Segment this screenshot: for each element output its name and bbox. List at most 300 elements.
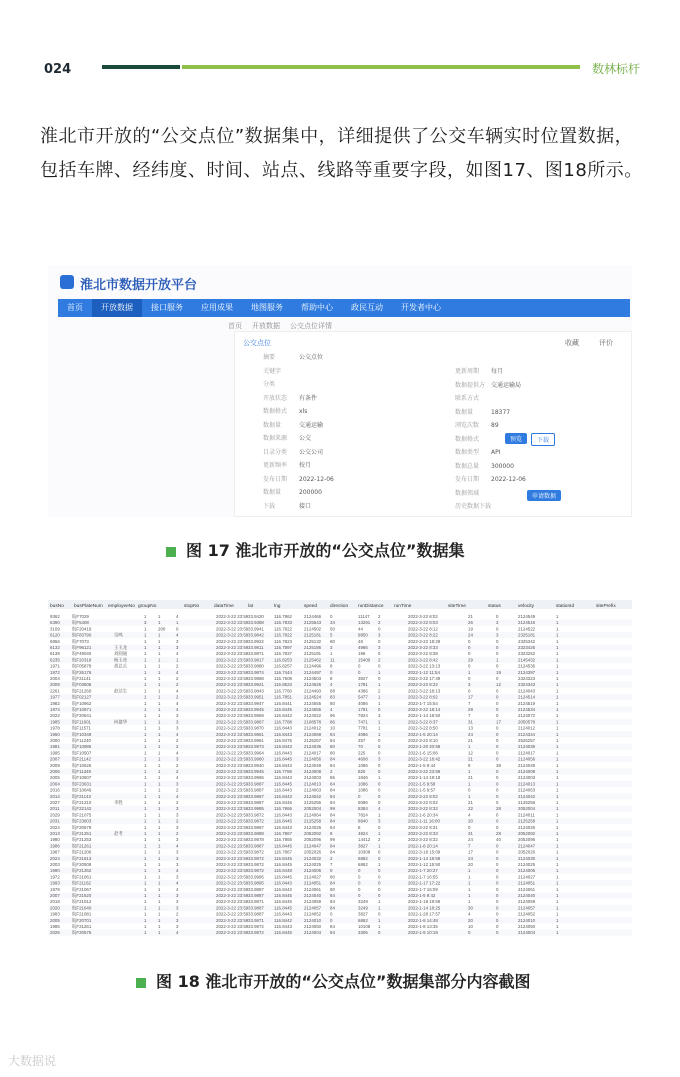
table-cell: 2125257 [304,738,322,743]
table-cell: 1 [144,800,147,805]
table-cell: 116.8445 [274,818,292,824]
page-number: 024 [44,62,72,77]
table-cell: 0 [468,651,471,657]
table-cell: 1 [144,663,147,669]
table-header-cell: status [488,604,501,609]
table-cell: 1 [144,812,147,818]
table-cell: 4086 [358,700,368,706]
favorite-button[interactable]: 收藏 [565,339,579,347]
table-cell: 1 [378,862,381,867]
nav-item[interactable]: 开发者中心 [401,303,441,312]
table-cell: 2124064 [304,812,322,818]
table-cell: 116.8443 [274,750,292,756]
table-cell: 12 [468,750,473,756]
table-cell: 2003 [50,862,60,867]
table-cell: 257 [358,738,366,743]
right-field [455,501,491,510]
table-cell: 2022-1-12 11:54 [408,669,440,675]
table-cell: 2325181 [518,632,536,638]
table-cell: 2022-3-22 13:13 [408,663,441,669]
table-cell: 皖F21142 [72,756,91,762]
tab-dataset[interactable]: 公交点位 [243,339,271,347]
table-cell: 皖F10626 [72,762,92,768]
table-cell: 3 [176,781,179,787]
table-cell: 33.9870 [248,725,264,731]
table-cell: 33.9880 [248,663,264,669]
breadcrumb-item[interactable]: 开放数据 [252,322,280,330]
table-cell: 10308 [358,849,371,855]
table-cell: 2022-3-22 23:59 [216,818,249,824]
nav-item[interactable]: 地图服务 [251,303,283,312]
table-cell: 2323252 [518,651,536,657]
table-cell: 84 [330,731,335,737]
table-cell: 2124008 [304,769,322,774]
table-cell-name: 杨玉亮 [114,657,128,663]
table-cell: 116.8443 [274,880,292,886]
table-cell: 1 [556,744,559,750]
table-cell: 3 [176,756,179,762]
table-cell: 33.9871 [248,899,264,905]
table-cell: 1 [556,924,559,929]
table-cell: 1 [158,731,161,737]
table-cell: 3827 [358,676,368,681]
right-field [455,447,501,456]
table-cell: 皖F21206 [72,849,92,855]
table-cell: 7824 [358,713,368,719]
table-cell: 24 [468,632,473,638]
table-cell: 0 [378,911,381,917]
nav-item[interactable]: 政民互动 [351,303,383,312]
table-cell: 2124502 [304,626,322,632]
table-cell: 1 [556,868,559,874]
table-cell: 1 [556,831,559,836]
table-cell: 2124052 [304,911,322,917]
table-cell: 116.8443 [274,924,292,929]
table-cell: 皖F21262 [72,868,92,874]
table-cell: 皖F21012 [72,899,92,905]
platform-title: 淮北市数据开放平台 [80,278,198,293]
table-cell: 1 [556,905,559,911]
table-cell: 2124050 [304,924,322,929]
table-header-cell: stationId [556,604,575,609]
table-row-bg [48,620,632,626]
apply-data-button[interactable]: 申请数据 [527,490,561,501]
table-cell: 0 [496,750,499,756]
table-cell: 2124030 [518,855,536,861]
table-cell-name: 李胜 [114,800,123,805]
field-value: 公交公司 [299,448,324,456]
table-cell: 皖F21640 [72,905,92,911]
table-cell: 1974 [50,707,60,712]
table-cell: 2022-1-14 19:18 [408,775,441,781]
table-cell: 1 [144,657,147,663]
table-cell: 2 [176,787,179,793]
table-cell: 33.9872 [248,868,264,874]
table-cell: 2027 [50,800,60,805]
left-field [263,393,317,402]
table-cell: 0 [468,930,471,936]
table-cell: 84 [330,843,335,849]
table-cell: 2020 [50,905,60,911]
table-cell: 1 [556,911,559,917]
table-cell: 3306 [358,930,368,936]
table-cell: 1 [378,831,381,836]
table-cell: 2022-1-7 16:55 [408,874,438,880]
table-cell: 2022-3-22 23:59 [216,614,249,619]
table-cell: 2022-3-22 18:42 [408,756,441,762]
table-cell: 20 [468,818,473,824]
table-cell: 2022-1-28 17:57 [408,911,441,917]
table-cell: 0 [496,893,499,898]
table-cell: 1 [158,905,161,911]
table-cell: 1 [144,632,147,638]
table-cell: 2022-3-22 8:02 [408,694,438,700]
table-cell: 2022-3-22 23:59 [216,762,249,768]
table-cell: 33.9861 [248,731,264,737]
table-cell: 48 [358,638,363,644]
table-cell: 0 [378,750,381,756]
table-cell: 1 [158,694,161,700]
table-cell: 2124003 [304,775,322,781]
table-cell: 30 [468,905,473,911]
table-cell: 1 [378,775,381,781]
field-key: 数据量 [263,421,282,429]
table-cell: 1 [144,645,147,650]
table-cell: 4 [176,632,179,638]
table-cell: 22 [468,806,473,812]
table-cell: 皖F10507 [72,775,92,781]
table-cell: 86 [330,775,335,781]
table-cell: 116.8445 [274,862,292,867]
table-cell: 7471 [358,719,368,725]
table-cell: 0 [176,626,179,632]
watermark: 大数据说 [8,1054,57,1068]
table-cell: 2124555 [304,707,322,712]
table-cell: 1 [556,855,559,861]
table-cell: 2124068 [304,731,322,737]
table-cell: 2124051 [304,880,322,886]
table-cell: 2022-3-22 23:59 [216,769,249,774]
table-cell: 2004 [50,781,60,787]
table-cell-name: 胡总兵 [114,663,128,669]
table-cell: 2125462 [304,657,322,663]
table-cell: 1 [556,880,559,886]
table-cell: 84 [330,849,335,855]
table-cell: 皖F21260 [72,688,92,694]
field-value: 接口 [299,502,312,510]
table-cell: 0 [496,930,499,936]
body-paragraph: 淮北市开放的“公交点位”数据集中，详细提供了公交车辆实时位置数据，包括车牌、经纬度、时间、站点、线路等重要字段，如图17、图18所示。 [40,126,643,181]
table-cell: 2009 [50,682,60,688]
table-cell: 皖F22142 [72,806,92,812]
table-cell: 皖F21253 [72,837,92,843]
table-cell: 2 [330,769,333,774]
table-cell: 2024 [50,824,60,830]
table-cell: 3 [378,818,381,824]
table-cell: 33.9985 [248,806,264,812]
table-cell: 1 [556,886,559,892]
table-cell: 2022-3-22 23:59 [216,663,249,669]
table-cell: 17 [468,694,473,700]
table-cell: 4824 [358,831,368,836]
table-cell: 2022-3-22 18:29 [408,638,441,644]
table-cell: 1 [158,676,161,681]
table-cell: 3 [378,756,381,762]
table-cell: 5 [330,632,333,638]
table-cell: 皖F05878 [72,663,92,669]
table-cell: 2 [176,831,179,836]
table-cell: 2124052 [518,911,536,917]
table-cell: 1 [556,676,559,681]
table-cell: 2022-1-20 20:58 [408,744,441,750]
table-cell: 96 [330,713,335,719]
table-cell: 1 [144,694,147,700]
table-cell: 2022-3-22 23:59 [216,638,249,644]
table-cell: 2052096 [518,837,536,843]
table-cell: 1086 [358,787,368,793]
breadcrumb-item[interactable]: 公交点位详情 [290,322,332,330]
table-cell: 33.9941 [248,626,264,632]
right-field [455,380,521,389]
table-cell: 4 [330,682,333,688]
nav-item[interactable]: 接口服务 [151,303,183,312]
table-cell: 2022-3-22 23:59 [216,657,249,663]
table-cell: 0 [378,886,381,892]
table-cell: 1 [158,713,161,719]
table-cell: 8 [358,824,361,830]
nav-item[interactable]: 帮助中心 [301,303,333,312]
table-cell: 116.8443 [274,824,292,830]
table-cell: 84 [330,905,335,911]
download-button[interactable]: 下载 [531,433,555,446]
table-cell: 2124047 [518,843,536,849]
table-cell-name: 刘圆通 [114,651,128,657]
table-cell: 1 [158,651,161,657]
table-cell: 2125191 [304,651,322,657]
table-cell: 2124056 [304,756,322,762]
table-cell: 2124013 [304,781,322,787]
table-cell: 1 [468,769,471,774]
table-cell-name: 何建华 [114,719,128,725]
table-cell: 1 [556,762,559,768]
table-cell: 2022-3-22 23:59 [216,700,249,706]
table-cell: 4 [176,930,179,936]
table-cell: 2011 [50,806,60,812]
table-cell: 2022-3-22 23:59 [216,843,249,849]
left-field [263,366,299,375]
table-cell: 33.9872 [248,849,264,855]
table-cell: 2009 [50,762,60,768]
table-cell: 1 [144,744,147,750]
table-cell: 84 [330,738,335,743]
table-cell: 4 [378,806,381,812]
table-cell: 0 [378,744,381,750]
table-cell: 2022-1-14 18:50 [408,713,441,719]
table-cell: 21 [468,756,473,762]
left-field [263,460,311,469]
table-cell: 200 [158,626,166,632]
table-cell: 3 [176,862,179,867]
table-cell: 皖F21143 [72,793,91,799]
platform-nav [58,299,630,317]
table-cell: 33.9887 [248,800,264,805]
table-cell: 0 [496,688,499,694]
table-cell: 1 [158,638,161,644]
table-cell: 2022-3-22 23:59 [216,812,249,818]
table-cell: 3109 [50,626,60,632]
table-cell: 1 [176,620,179,626]
table-cell: 2022-3-22 23:59 [216,824,249,830]
table-cell: 0 [378,930,381,936]
table-cell: 84 [330,800,335,805]
table-cell: 33.9964 [248,750,264,756]
table-cell: 80 [330,750,335,756]
table-cell: 2024 [50,855,60,861]
table-cell: 2022-3-22 23:59 [408,769,441,774]
table-cell: 11 [330,657,335,663]
table-cell: 1 [144,886,147,892]
table-cell: 0 [468,663,471,669]
table-cell: 2022-3-22 23:59 [216,688,249,694]
table-cell: 33.9811 [248,645,264,650]
left-field [263,379,299,388]
table-cell: 21 [468,738,473,743]
table-cell: 116.8446 [274,800,292,805]
table-cell: 116.8445 [274,905,292,911]
table-cell: 2022-3-22 23:59 [216,719,249,725]
table-cell: 116.8475 [274,738,292,743]
table-cell: 0 [378,855,381,861]
table-cell: 2124048 [304,762,322,768]
table-cell: 4 [176,700,179,706]
table-cell: 皖F02127 [72,694,92,700]
table-cell: 2022-1-14 18:25 [408,905,441,911]
table-cell: 2022-1-8 20:14 [408,843,438,849]
table-cell: 80 [330,638,335,644]
table-cell: 84 [330,787,335,793]
table-cell: 1 [556,843,559,849]
table-cell: 70 [358,744,363,750]
table-cell: 2022-1-12 15:50 [408,862,441,867]
table-cell: 1972 [50,669,60,675]
table-cell: 2124047 [304,843,322,849]
table-cell: 1 [158,725,161,731]
table-cell: 3 [176,917,179,923]
field-key: 数据量 [455,408,474,416]
table-cell: 1 [556,731,559,737]
table-cell: 1 [158,645,161,650]
table-cell: 2006 [50,769,60,774]
table-cell: 皖F21075 [72,812,92,818]
field-key: 摘要 [263,354,276,361]
table-cell: 3 [330,645,333,650]
table-cell: 116.7786 [274,769,292,774]
table-cell: 1 [144,793,147,799]
table-cell: 1 [158,831,161,836]
table-cell: 2031 [50,818,60,824]
table-cell: 1 [158,781,161,787]
table-cell: 皖F21081 [72,911,92,917]
figure-18-caption [136,969,530,992]
field-key: 数据量 [263,489,282,496]
table-cell: 2124003 [518,775,536,781]
table-cell: 4 [330,707,333,712]
table-cell: 皖F21067 [72,886,92,892]
table-cell: 1 [158,824,161,830]
table-cell: 19 [496,669,501,675]
table-row-bg [48,706,632,712]
table-cell: 0 [496,924,499,929]
preview-button[interactable]: 预览 [505,433,527,444]
table-cell: 33.9872 [248,924,264,929]
table-cell: 2124493 [304,688,322,694]
table-cell: 2124516 [518,620,536,626]
nav-item[interactable]: 首页 [67,303,83,312]
field-key: 数据领域 [455,489,480,497]
table-row-bg [48,855,632,861]
table-cell: 0 [378,663,381,669]
table-cell: 1 [158,880,161,886]
table-row-bg [48,644,632,650]
table-cell: 2 [330,855,333,861]
table-cell: 2022-3-22 23:59 [216,806,249,812]
table-cell: 1 [556,812,559,818]
table-cell: 33.9388 [248,620,264,626]
field-value: 按月 [299,462,312,469]
table-cell: 2022-1-8 14:48 [408,917,438,923]
table-cell: 33.9872 [248,812,264,818]
table-cell: 2007 [50,756,60,762]
table-cell: 2 [176,762,179,768]
table-cell: 1 [468,880,471,886]
table-cell-name: 吴鸣 [114,632,123,638]
table-cell: 2124026 [518,824,536,830]
table-cell: 1 [556,874,559,880]
table-cell: 116.8257 [274,663,292,669]
table-cell: 29 [468,657,473,663]
breadcrumb-item[interactable]: 首页 [228,322,242,330]
nav-item[interactable]: 开放数据 [92,299,142,317]
table-cell: 1 [556,614,559,619]
table-cell: 116.8445 [274,855,292,861]
table-cell: 10 [330,725,335,731]
table-row-bg [48,632,632,638]
nav-item[interactable]: 应用成果 [201,303,233,312]
table-cell: 2124344 [518,731,536,737]
table-cell: 2124025 [518,862,536,867]
table-cell: 3 [176,905,179,911]
table-cell: 4608 [358,756,368,762]
table-cell: 1 [144,688,147,694]
table-cell: 84 [330,880,335,886]
field-key: 关键字 [263,367,282,375]
table-cell: 2022-3-22 23:59 [216,917,249,923]
rate-button[interactable]: 评价 [599,339,613,347]
table-cell: 1 [144,781,147,787]
breadcrumb [228,321,332,331]
table-cell: 2022-3-22 8:37 [408,719,438,725]
table-cell: 2125256 [518,800,536,805]
table-cell: 2325342 [518,638,536,644]
table-cell: 1 [378,700,381,706]
table-cell: 1 [158,793,161,799]
table-cell: 2022-1-5 9:58 [408,781,436,787]
table-cell: 1 [144,843,147,849]
table-cell: 0 [496,756,499,762]
table-cell: 2052026 [304,849,322,855]
table-cell: 1 [158,632,161,638]
table-cell: 1 [144,769,147,774]
